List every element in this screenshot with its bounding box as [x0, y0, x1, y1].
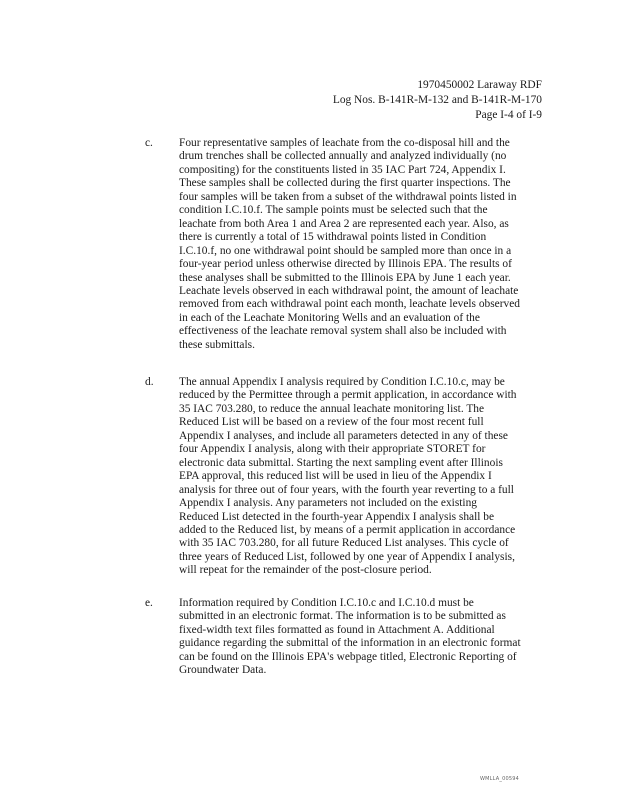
paragraph-line: these analyses shall be submitted to the Illinois EPA by June 1 each year.	[179, 271, 511, 284]
paragraph-line: Reduced List will be based on a review of the four most recent full	[179, 416, 484, 429]
item-paragraph	[179, 137, 547, 352]
paragraph-line: EPA approval, this reduced list will be used in lieu of the Appendix I	[179, 470, 492, 483]
paragraph-line: can be found on the Illinois EPA's webpage titled, Electronic Reporting of	[179, 650, 517, 663]
paragraph-line: with 35 IAC 703.280, for all future Reduced List analyses. This cycle of	[179, 537, 509, 550]
item-label: c.	[145, 137, 153, 149]
paragraph-line: effectiveness of the leachate removal system shall also be included with	[179, 325, 507, 338]
paragraph-line: The annual Appendix I analysis required by Condition I.C.10.c, may be	[179, 376, 505, 388]
paragraph-line: electronic data submittal. Starting the next sampling event after Illinois	[179, 456, 503, 469]
header-facility-id: 1970450002 Laraway RDF	[417, 79, 542, 91]
paragraph-line: there is currently a total of 15 withdrawal points listed in Condition	[179, 231, 487, 244]
paragraph-line: will repeat for the remainder of the post-closure period.	[179, 564, 432, 577]
paragraph-line: reduced by the Permittee through a permit application, in accordance with	[179, 389, 517, 402]
paragraph-line: condition I.C.10.f. The sample points must be selected such that the	[179, 204, 488, 217]
paragraph-line: Four representative samples of leachate from the co-disposal hill and the	[179, 137, 510, 149]
paragraph-line: Appendix I analyses, and include all parameters detected in any of these	[179, 429, 508, 442]
paragraph-line: Information required by Condition I.C.10.c and I.C.10.d must be	[179, 597, 474, 609]
paragraph-line: fixed-width text files formatted as found in Attachment A. Additional	[179, 623, 495, 636]
paragraph-line: compositing) for the constituents listed in 35 IAC Part 724, Appendix I.	[179, 163, 506, 176]
paragraph-line: analysis for three out of four years, with the fourth year reverting to a full	[179, 483, 514, 496]
item-label: d.	[145, 376, 154, 388]
paragraph-line: Appendix I analysis. Any parameters not included on the existing	[179, 497, 477, 510]
paragraph-line: these submittals.	[179, 338, 255, 351]
paragraph-line: added to the Reduced list, by means of a permit application in accordance	[179, 523, 516, 536]
paragraph-line: leachate from both Area 1 and Area 2 are represented each year. Also, as	[179, 217, 509, 230]
paragraph-line: Leachate levels observed in each withdrawal point, the amount of leachate	[179, 284, 519, 297]
header-page-number: Page I-4 of I-9	[475, 109, 542, 121]
item-paragraph	[179, 597, 547, 678]
paragraph-line: Groundwater Data.	[179, 664, 267, 677]
paragraph-line: I.C.10.f, no one withdrawal point should be sampled more than once in a	[179, 244, 512, 257]
paragraph-line: four samples will be taken from a subset of the withdrawal points listed in	[179, 190, 517, 203]
paragraph-line: four Appendix I analysis, along with their appropriate STORET for	[179, 443, 486, 456]
paragraph-line: in each of the Leachate Monitoring Wells and an evaluation of the	[179, 311, 480, 324]
item-paragraph	[179, 376, 547, 578]
page-header	[333, 78, 542, 123]
header-log-numbers: Log Nos. B-141R-M-132 and B-141R-M-170	[332, 94, 542, 106]
paragraph-line: four-year period unless otherwise directed by Illinois EPA. The results of	[179, 258, 512, 271]
paragraph-line: Reduced List detected in the fourth-year Appendix I analysis shall be	[179, 510, 495, 523]
paragraph-line: These samples shall be collected during the first quarter inspections. The	[179, 177, 511, 190]
paragraph-line: removed from each withdrawal point each month, leachate levels observed	[179, 298, 520, 311]
item-label: e.	[145, 597, 153, 609]
paragraph-line: submitted in an electronic format. The information is to be submitted as	[179, 610, 506, 623]
bates-number: WMLLA_00594	[480, 776, 519, 782]
paragraph-line: drum trenches shall be collected annually and analyzed individually (no	[179, 150, 507, 163]
paragraph-line: 35 IAC 703.280, to reduce the annual leachate monitoring list. The	[179, 402, 485, 415]
paragraph-line: three years of Reduced List, followed by one year of Appendix I analysis,	[179, 550, 515, 563]
paragraph-line: guidance regarding the submittal of the information in an electronic format	[179, 637, 521, 650]
